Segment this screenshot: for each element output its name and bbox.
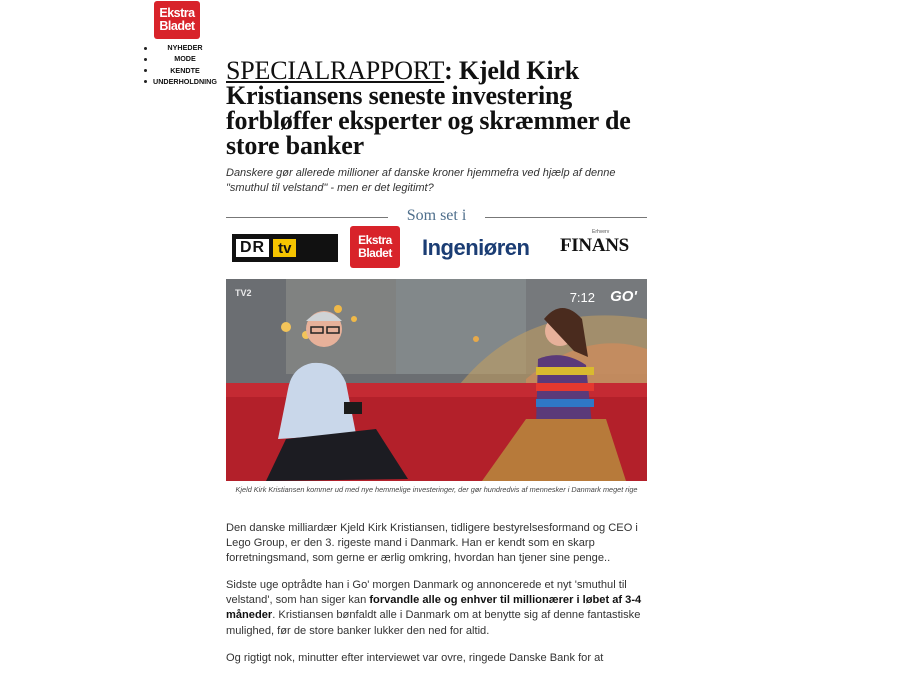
video-show-logo: GO': [610, 288, 637, 305]
nav-item-kendte[interactable]: KENDTE: [140, 65, 230, 76]
divider-line-right: [485, 217, 647, 218]
interview-video[interactable]: [226, 279, 647, 481]
main-nav: [140, 42, 230, 87]
eb-media-line-1: Ekstra: [358, 233, 392, 247]
nav-item-nyheder[interactable]: NYHEDER: [140, 42, 230, 53]
drtv-logo-dr: DR: [236, 239, 269, 257]
nav-item-mode[interactable]: MODE: [140, 53, 230, 64]
article-paragraph-3: Og rigtigt nok, minutter efter interviewet var ovre, ringede Danske Bank for at: [226, 652, 604, 664]
nav-item-underholdning[interactable]: UNDERHOLDNING: [140, 76, 230, 87]
drtv-logo: [232, 234, 338, 262]
ekstra-bladet-logo[interactable]: [154, 1, 200, 39]
paragraph-2-bold: forvandle alle og enhver til millionærer i løbet af 3-4 måneder: [226, 594, 642, 622]
drtv-logo-tv: tv: [273, 239, 296, 257]
headline-tag: SPECIALRAPPORT: [226, 56, 445, 85]
article-paragraph-2: [226, 578, 648, 639]
seen-in-label: Som set i: [406, 207, 467, 224]
ingenioren-logo: Ingeniøren: [422, 235, 530, 260]
video-caption: Kjeld Kirk Kristiansen kommer ud med nye hemmelige investeringer, der gør hundredvis af mennesker i Danmark meget rige: [235, 485, 638, 494]
logo-line-2: Bladet: [159, 19, 195, 33]
media-logos: [226, 226, 647, 270]
eb-media-line-2: Bladet: [358, 246, 392, 260]
article-subtitle: Danskere gør allerede millioner af danske kroner hjemmefra ved hjælp af denne "smuthul til velstand" - men er det legitimt?: [226, 167, 616, 194]
finans-logo: [560, 229, 629, 257]
paragraph-2-end: . Kristiansen bønfaldt alle i Danmark om at benytte sig af denne fantastiske mulighed, før de store banker lukker den ned for altid.: [226, 609, 641, 637]
headline-text: : Kjeld Kirk Kristiansens seneste investering forbløffer eksperter og skræmmer de store banker: [226, 56, 631, 160]
article-headline: [226, 58, 656, 158]
video-frame-illustration: [226, 279, 647, 481]
finans-big-label: FINANS: [560, 235, 629, 256]
paragraph-2-start: Sidste uge optrådte han i Go' morgen Danmark og annoncerede et nyt 'smuthul til velstand', som han siger kan: [226, 579, 627, 607]
ekstra-bladet-media-logo: [350, 226, 400, 268]
video-channel-badge: TV2: [235, 288, 252, 298]
seen-in-divider: [226, 207, 647, 227]
article-paragraph-1: Den danske milliardær Kjeld Kirk Kristiansen, tidligere bestyrelsesformand og CEO i Lego Group, er den 3. rigeste mand i Danmark. Han er kendt som en skarp forretningsmand, som gerne er ærlig omkring, hvordan han tjener sine penge..: [226, 522, 638, 565]
finans-small-label: Erhverv: [592, 229, 610, 235]
video-timestamp: 7:12: [569, 290, 595, 305]
logo-line-1: Ekstra: [159, 6, 195, 20]
